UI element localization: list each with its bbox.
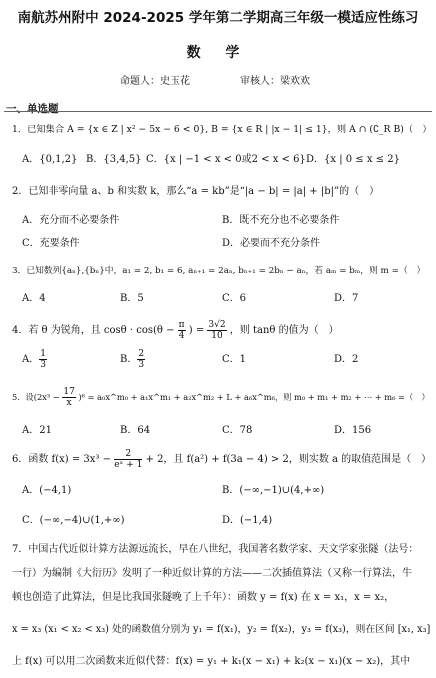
question-2-option-c: C．充要条件 — [22, 238, 80, 249]
option-b-label: B． — [120, 354, 138, 365]
question-7-line-1: 7．中国古代近似计算方法源远流长，早在八世纪，我国著名数学家、天文学家张隧（法号： — [12, 544, 419, 555]
question-3-option-b: B．5 — [120, 293, 144, 304]
question-5-stem-part-a: 5．设(2x³ − — [12, 392, 60, 402]
option-b-numerator: 2 — [138, 349, 145, 359]
question-4-option-c: C．1 — [222, 354, 247, 365]
option-a-fraction — [39, 349, 47, 370]
question-3-option-c: C．6 — [222, 293, 247, 304]
question-6-option-d: D．(−1,4) — [222, 515, 273, 526]
option-a-label: A． — [22, 354, 40, 365]
question-5-stem-part-b: )⁶ = a₀x^m₀ + a₁x^m₁ + a₂x^m₂ + L + a₆x^m₆，则 m₀ + m₁ + m₂ + ⋯ + m₆ =（ ） — [78, 392, 430, 402]
ratio-denominator: 10 — [211, 331, 223, 341]
question-4-stem-part-b: ) = — [188, 325, 205, 336]
exam-title: 南航苏州附中 2024-2025 学年第二学期高三年级一模适应性练习 — [17, 10, 419, 26]
question-2-stem: 2．已知非零向量 a、b 和实数 k，那么“a = kb”是“|a − b| = |a| + |b|”的（ ） — [12, 186, 380, 197]
fraction-denominator: x — [66, 398, 72, 408]
section-divider — [4, 111, 432, 112]
question-7-line-4: x = x₃ (x₁ < x₂ < x₃) 处的函数值分别为 y₁ = f(x₁)，y₂ = f(x₂)，y₃ = f(x₃)，则在区间 [x₁, x₃] — [12, 624, 431, 635]
question-1-option-a: A．{0,1,2} — [22, 154, 78, 165]
option-a-numerator: 1 — [40, 349, 46, 359]
question-7-line-2: 一行）为编制《大衍历》发明了一种近似计算的方法——二次插值算法（又称一行算法，牛 — [12, 568, 412, 579]
seventeen-over-x-fraction — [62, 387, 75, 408]
four-denominator: 4 — [178, 331, 185, 341]
ratio-numerator: 3√2 — [208, 320, 226, 330]
fraction-numerator: 2 — [114, 449, 142, 460]
fraction-numerator: 17 — [63, 387, 75, 397]
question-1-stem: 1．已知集合 A = {x ∈ Z | x² − 5x − 6 < 0}, B = {x ∈ R | |x − 1| ≤ 1}，则 A ∩ (∁_R B)（ ） — [12, 124, 432, 135]
question-6-option-b: B．(−∞,−1)∪(4,+∞) — [222, 485, 325, 496]
question-6-option-a: A．(−4,1) — [22, 485, 72, 496]
ratio-fraction — [207, 320, 226, 341]
option-b-fraction — [137, 349, 145, 370]
question-4-stem-part-c: ，则 tanθ 的值为（ ） — [229, 325, 339, 336]
reviewer-name: 审核人：梁欢欢 — [240, 76, 310, 87]
question-3-option-a: A．4 — [22, 293, 46, 304]
option-a-denominator: 3 — [40, 360, 46, 370]
section-heading: 一、单选题 — [6, 103, 59, 115]
question-5-option-d: D．156 — [334, 425, 372, 436]
subject-title: 数 学 — [186, 45, 250, 61]
question-5-stem — [12, 385, 430, 409]
question-4-option-a — [22, 347, 47, 373]
author-name: 命题人：史玉花 — [120, 76, 190, 87]
two-over-exp-fraction — [114, 449, 142, 470]
question-1-option-c: C．{x | −1 < x < 0或2 < x < 6} — [146, 154, 306, 165]
question-4-stem — [12, 319, 339, 343]
question-4-option-b — [120, 347, 145, 373]
question-6-stem-part-a: 6．函数 f(x) = 3x³ − — [12, 454, 111, 465]
pi-numerator: π — [178, 320, 185, 330]
question-6-stem-part-b: + 2，且 f(a²) + f(3a − 4) > 2，则实数 a 的取值范围是（ ） — [145, 454, 432, 465]
question-4-option-d: D．2 — [334, 354, 359, 365]
option-b-denominator: 3 — [138, 360, 145, 370]
question-6-stem — [12, 448, 431, 472]
question-7-line-5: 上 f(x) 可以用二次函数来近似代替：f(x) = y₁ + k₁(x − x₁) + k₂(x − x₁)(x − x₂)，其中 — [12, 656, 411, 667]
question-2-option-d: D．必要而不充分条件 — [222, 238, 321, 249]
question-7-line-3: 顿也创造了此算法，但是比我国张隧晚了上千年）：函数 y = f(x) 在 x = x₁，x = x₂， — [12, 592, 395, 603]
question-6-option-c: C．(−∞,−4)∪(1,+∞) — [22, 515, 125, 526]
question-2-option-a: A．充分而不必要条件 — [22, 215, 120, 226]
question-5-option-b: B．64 — [120, 425, 151, 436]
question-1-option-d: D．{x | 0 ≤ x ≤ 2} — [306, 154, 400, 165]
pi-over-four-fraction — [178, 320, 186, 341]
question-1-option-b: B．{3,4,5} — [86, 154, 142, 165]
question-3-stem: 3．已知数列{aₙ},{bₙ}中，a₁ = 2, b₁ = 6, aₙ₊₁ = 2aₙ, bₙ₊₁ = 2bₙ − aₙ，若 aₘ = bₘ，则 m =（ ） — [12, 266, 426, 276]
question-3-option-d: D．7 — [334, 293, 359, 304]
question-5-option-c: C．78 — [222, 425, 253, 436]
question-4-stem-part-a: 4．若 θ 为锐角，且 cosθ · cos(θ − — [12, 325, 175, 336]
question-2-option-b: B．既不充分也不必要条件 — [222, 215, 340, 226]
question-5-option-a: A．21 — [22, 425, 52, 436]
fraction-denominator: eˣ + 1 — [114, 460, 143, 470]
